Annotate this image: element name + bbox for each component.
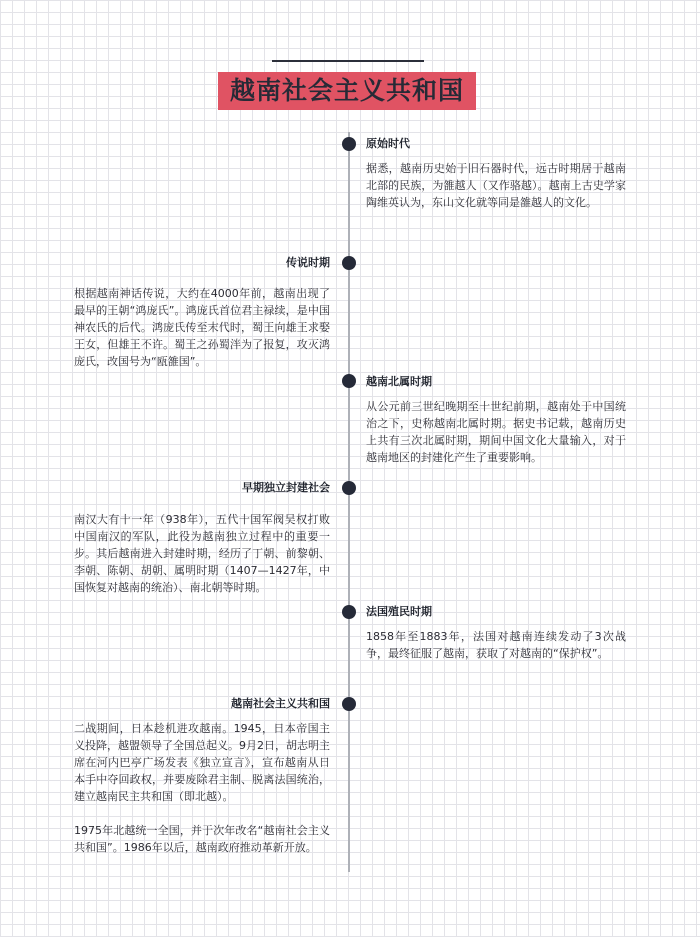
top-rule — [272, 60, 424, 62]
event-description — [74, 285, 330, 370]
event-heading: 早期独立封建社会 — [242, 481, 330, 494]
timeline-dot — [342, 697, 356, 711]
event-paragraph: 二战期间，日本趁机进攻越南。1945，日本帝国主义投降，越盟领导了全国总起义。9月2日，胡志明主席在河内巴亭广场发表《独立宣言》，宣布越南从日本手中夺回政权，并要废除君主制、脱离法国统治，建立越南民主共和国（即北越）。 — [74, 722, 330, 803]
event-paragraph: 南汉大有十一年（938年），五代十国军阀吴权打败中国南汉的军队，此役为越南独立过程中的重要一步。其后越南进入封建时期，经历了丁朝、前黎朝、李朝、陈朝、胡朝、属明时期（1407—1427年，中国恢复对越南的统治）、南北朝等时期。 — [74, 513, 330, 594]
event-paragraph: 1858年至1883年，法国对越南连续发动了3次战争，最终征服了越南，获取了对越南的“保护权”。 — [366, 630, 626, 660]
event-description — [366, 628, 626, 662]
timeline-line — [348, 132, 350, 872]
event-paragraph: 1975年北越统一全国，并于次年改名“越南社会主义共和国”。1986年以后，越南政府推动革新开放。 — [74, 824, 330, 854]
event-heading: 传说时期 — [286, 256, 330, 269]
event-description — [366, 160, 626, 211]
event-paragraph: 根据越南神话传说，大约在4000年前，越南出现了最早的王朝“鸿庞氏”。鸿庞氏首位君主禄续，是中国神农氏的后代。鸿庞氏传至末代时，蜀王向雄王求娶王女，但雄王不许。蜀王之孙蜀泮为了报复，攻灭鸿庞氏，改国号为“瓯雒国”。 — [74, 287, 330, 368]
timeline-dot — [342, 374, 356, 388]
event-heading: 法国殖民时期 — [366, 605, 432, 618]
event-description — [366, 398, 626, 466]
timeline-dot — [342, 256, 356, 270]
timeline-dot — [342, 605, 356, 619]
event-paragraph: 据悉，越南历史始于旧石器时代，远古时期居于越南北部的民族，为雒越人（又作骆越）。越南上古史学家陶维英认为，东山文化就等同是雒越人的文化。 — [366, 162, 626, 209]
event-heading: 原始时代 — [366, 137, 410, 150]
page-title: 越南社会主义共和国 — [218, 72, 476, 110]
event-paragraph: 从公元前三世纪晚期至十世纪前期，越南处于中国统治之下，史称越南北属时期。据史书记载，越南历史上共有三次北属时期，期间中国文化大量输入，对于越南地区的封建化产生了重要影响。 — [366, 400, 626, 464]
event-description — [74, 720, 330, 856]
event-heading: 越南社会主义共和国 — [231, 697, 330, 710]
event-description — [74, 511, 330, 596]
timeline-dot — [342, 137, 356, 151]
event-heading: 越南北属时期 — [366, 375, 432, 388]
timeline-dot — [342, 481, 356, 495]
